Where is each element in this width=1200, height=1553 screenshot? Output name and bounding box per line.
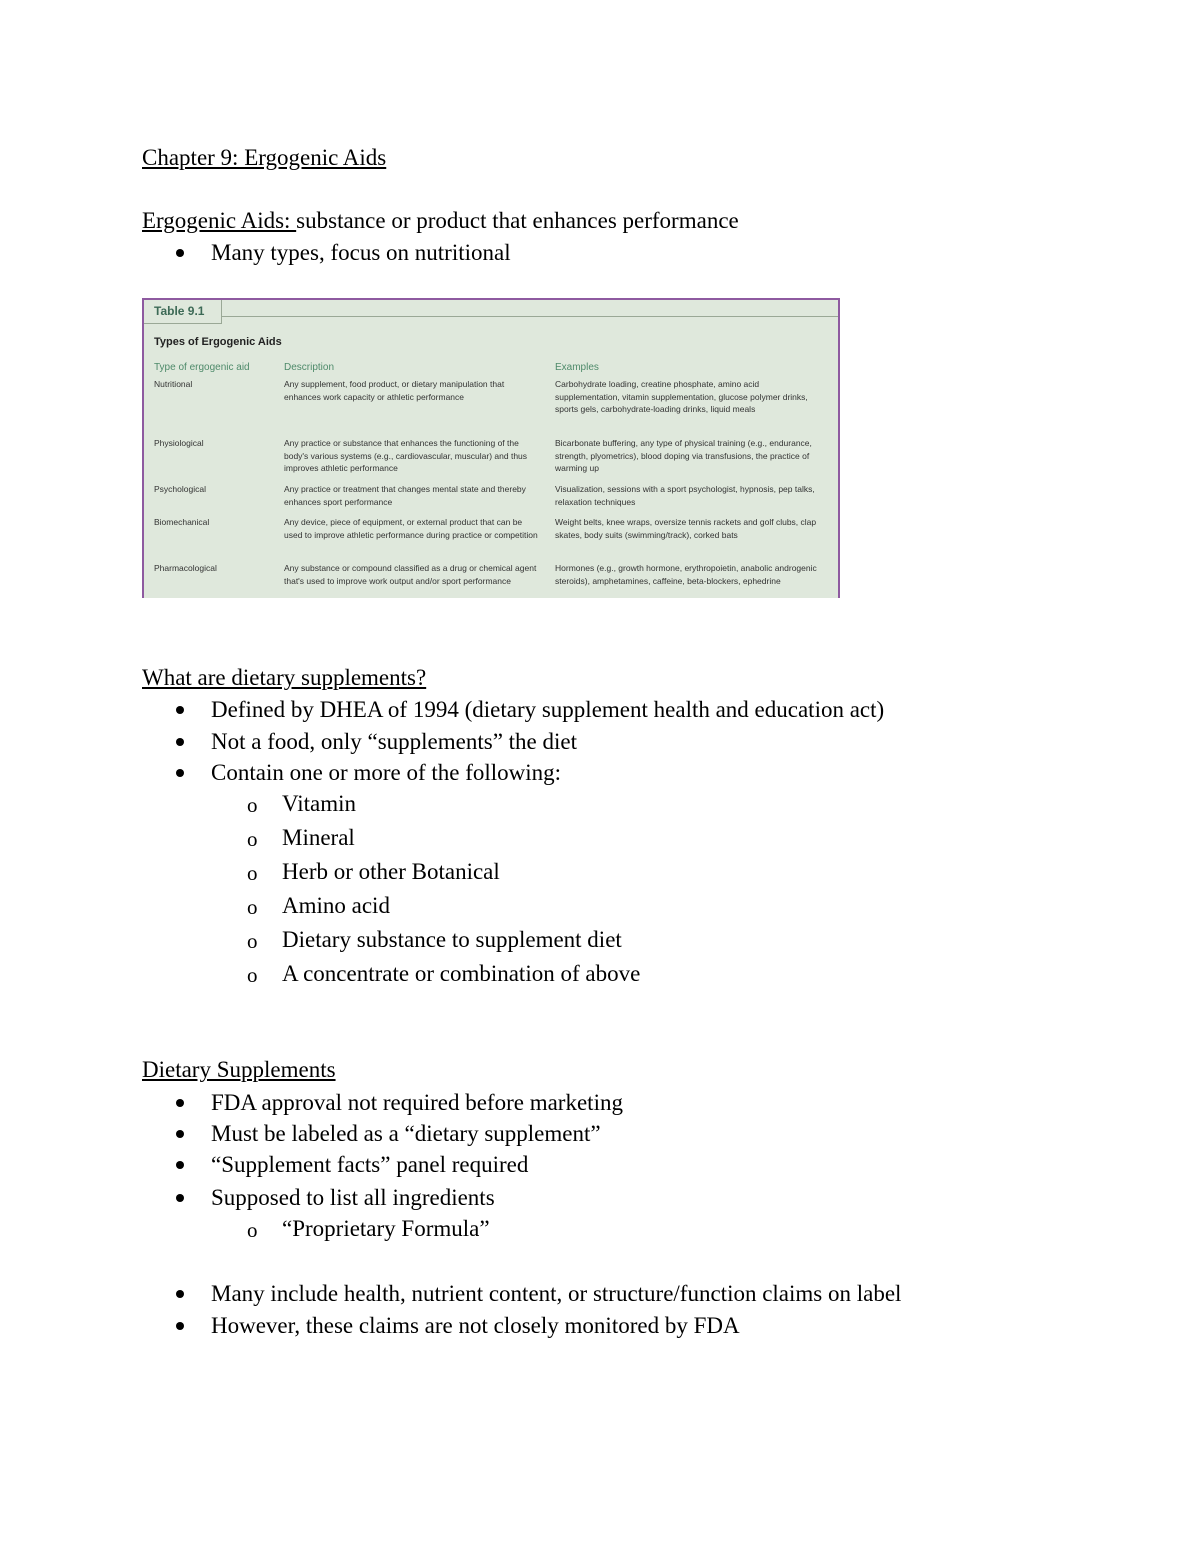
sub-list-item: Dietary substance to supplement diet [282,927,622,952]
sub-bullet-marker: o [247,1218,258,1242]
table-label: Table 9.1 [144,300,222,324]
sub-bullet-marker: o [247,963,258,987]
table-cell-description: Any practice or treatment that changes mental state and thereby enhances sport performance [284,484,526,507]
bullet-dot [176,1194,184,1202]
sub-bullet-marker: o [247,793,258,817]
table-cell-examples: Carbohydrate loading, creatine phosphate, amino acid supplementation, vitamin supplementation, glucose polymer drinks, sports gels, carbohydrate-loading drinks, liquid meals [555,379,808,414]
table-header-type: Type of ergogenic aid [154,362,250,373]
sub-list-item: Herb or other Botanical [282,859,500,884]
table-cell-examples: Bicarbonate buffering, any type of physical training (e.g., endurance, strength, plyometrics), blood doping via transfusions, the practice of warming up [555,438,812,473]
list-item: Defined by DHEA of 1994 (dietary supplement health and education act) [211,697,885,722]
table-header-examples: Examples [555,362,599,373]
sub-list-item: Mineral [282,825,355,850]
table-cell-type: Physiological [154,438,204,448]
bullet-dot [176,1290,184,1298]
table-cell-description: Any device, piece of equipment, or external product that can be used to improve athletic performance during practice or competition [284,517,538,540]
list-item: Must be labeled as a “dietary supplement” [211,1121,601,1146]
sub-list-item: “Proprietary Formula” [282,1216,490,1241]
section-heading: Dietary Supplements [142,1057,336,1082]
table-cell-examples: Weight belts, knee wraps, oversize tennis rackets and golf clubs, clap skates, body suits (swimming/track), corked bats [555,517,817,540]
section-heading: What are dietary supplements? [142,665,427,690]
table-cell-description: Any supplement, food product, or dietary manipulation that enhances work capacity or athletic performance [284,379,505,402]
bullet-dot [176,1099,184,1107]
definition-term: Ergogenic Aids: [142,208,297,233]
table-title: Types of Ergogenic Aids [154,336,282,348]
table-cell-description: Any substance or compound classified as a drug or chemical agent that's used to improve work output and/or sport performance [284,563,537,586]
table-cell-type: Nutritional [154,379,193,389]
table-cell-type: Psychological [154,484,206,494]
ergogenic-aids-table-image [142,298,840,598]
definition-line [142,208,739,234]
table-cell-examples: Hormones (e.g., growth hormone, erythropoietin, anabolic androgenic steroids), amphetamines, caffeine, beta-blockers, ephedrine [555,563,817,586]
list-item: Many types, focus on nutritional [211,240,511,265]
table-header-description: Description [284,362,335,373]
definition-text: substance or product that enhances performance [296,208,739,233]
page-title: Chapter 9: Ergogenic Aids [142,145,387,170]
sub-list-item: Amino acid [282,893,390,918]
table-cell-type: Biomechanical [154,517,210,527]
table-divider [222,316,838,317]
sub-bullet-marker: o [247,861,258,885]
list-item: Many include health, nutrient content, or structure/function claims on label [211,1281,902,1306]
table-cell-type: Pharmacological [154,563,217,573]
sub-bullet-marker: o [247,895,258,919]
list-item: Supposed to list all ingredients [211,1185,495,1210]
list-item: “Supplement facts” panel required [211,1152,529,1177]
bullet-dot [176,769,184,777]
bullet-dot [176,1322,184,1330]
sub-bullet-marker: o [247,827,258,851]
list-item: Not a food, only “supplements” the diet [211,729,578,754]
bullet-dot [176,738,184,746]
table-cell-description: Any practice or substance that enhances the functioning of the body's various systems (e.g., cardiovascular, muscular) and thus improves athletic performance [284,438,528,473]
table-cell-examples: Visualization, sessions with a sport psychologist, hypnosis, pep talks, relaxation techniques [555,484,815,507]
list-item: Contain one or more of the following: [211,760,562,785]
bullet-dot [176,249,184,257]
sub-list-item: A concentrate or combination of above [282,961,641,986]
list-item: However, these claims are not closely monitored by FDA [211,1313,740,1338]
bullet-dot [176,1161,184,1169]
sub-list-item: Vitamin [282,791,356,816]
list-item: FDA approval not required before marketing [211,1090,623,1115]
bullet-dot [176,706,184,714]
bullet-dot [176,1130,184,1138]
sub-bullet-marker: o [247,929,258,953]
